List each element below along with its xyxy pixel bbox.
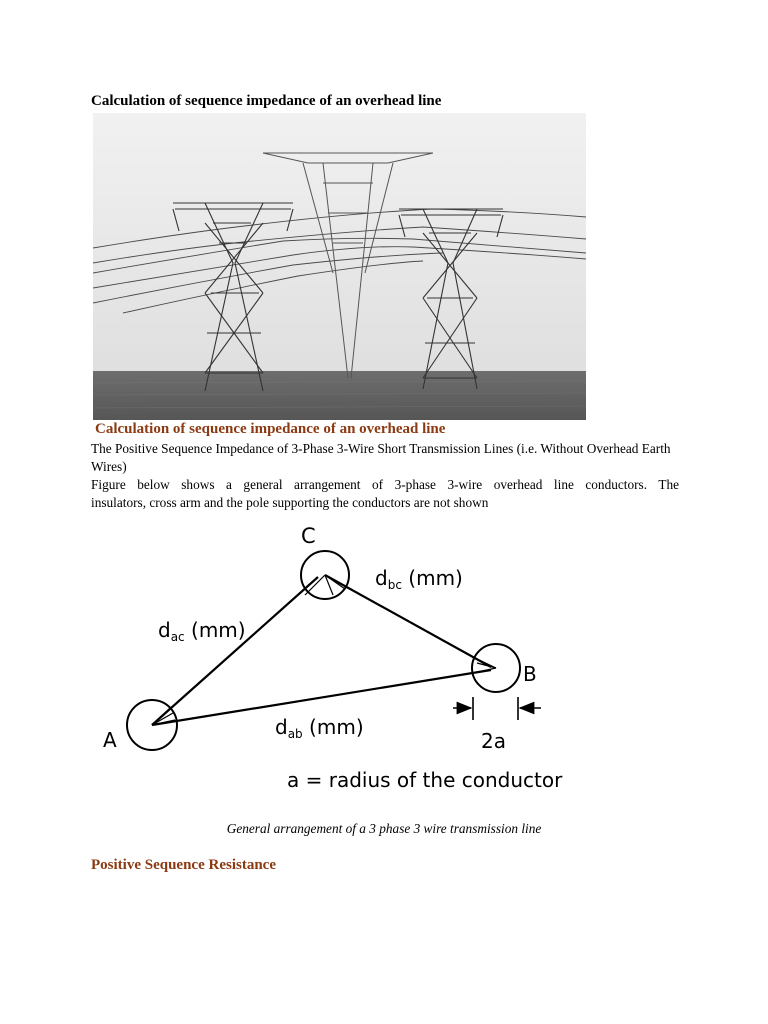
conductor-arrangement-diagram <box>93 515 566 805</box>
page-title: Calculation of sequence impedance of an overhead line <box>91 93 442 109</box>
transmission-towers-photo <box>93 113 586 420</box>
radius-note: a = radius of the conductor <box>287 768 563 792</box>
figure-caption <box>0 821 768 837</box>
node-label-c: C <box>301 524 316 548</box>
figure-description-paragraph <box>91 476 679 512</box>
label-dac: $d_{ac}$ (mm) <box>158 618 246 644</box>
label-dbc: $d_{bc}$ (mm) <box>375 566 463 592</box>
intro-paragraph: The Positive Sequence Impedance of 3-Phase 3-Wire Short Transmission Lines (i.e. Without Overhead Earth Wires) <box>91 441 671 474</box>
figure-caption-text: General arrangement of a 3 phase 3 wire transmission line <box>226 821 542 836</box>
figure-description-line-1: Figure below shows a general arrangement of 3-phase 3-wire overhead line conductors. The <box>91 477 679 492</box>
node-label-a: A <box>103 728 117 752</box>
label-2a: 2a <box>481 729 506 753</box>
figure-description-line-2: insulators, cross arm and the pole supporting the conductors are not shown <box>91 495 489 510</box>
label-dab: $d_{ab}$ (mm) <box>275 715 364 741</box>
section-heading: Calculation of sequence impedance of an overhead line <box>95 421 446 437</box>
node-label-b: B <box>523 662 537 686</box>
subheading-positive-sequence-resistance: Positive Sequence Resistance <box>91 857 276 873</box>
